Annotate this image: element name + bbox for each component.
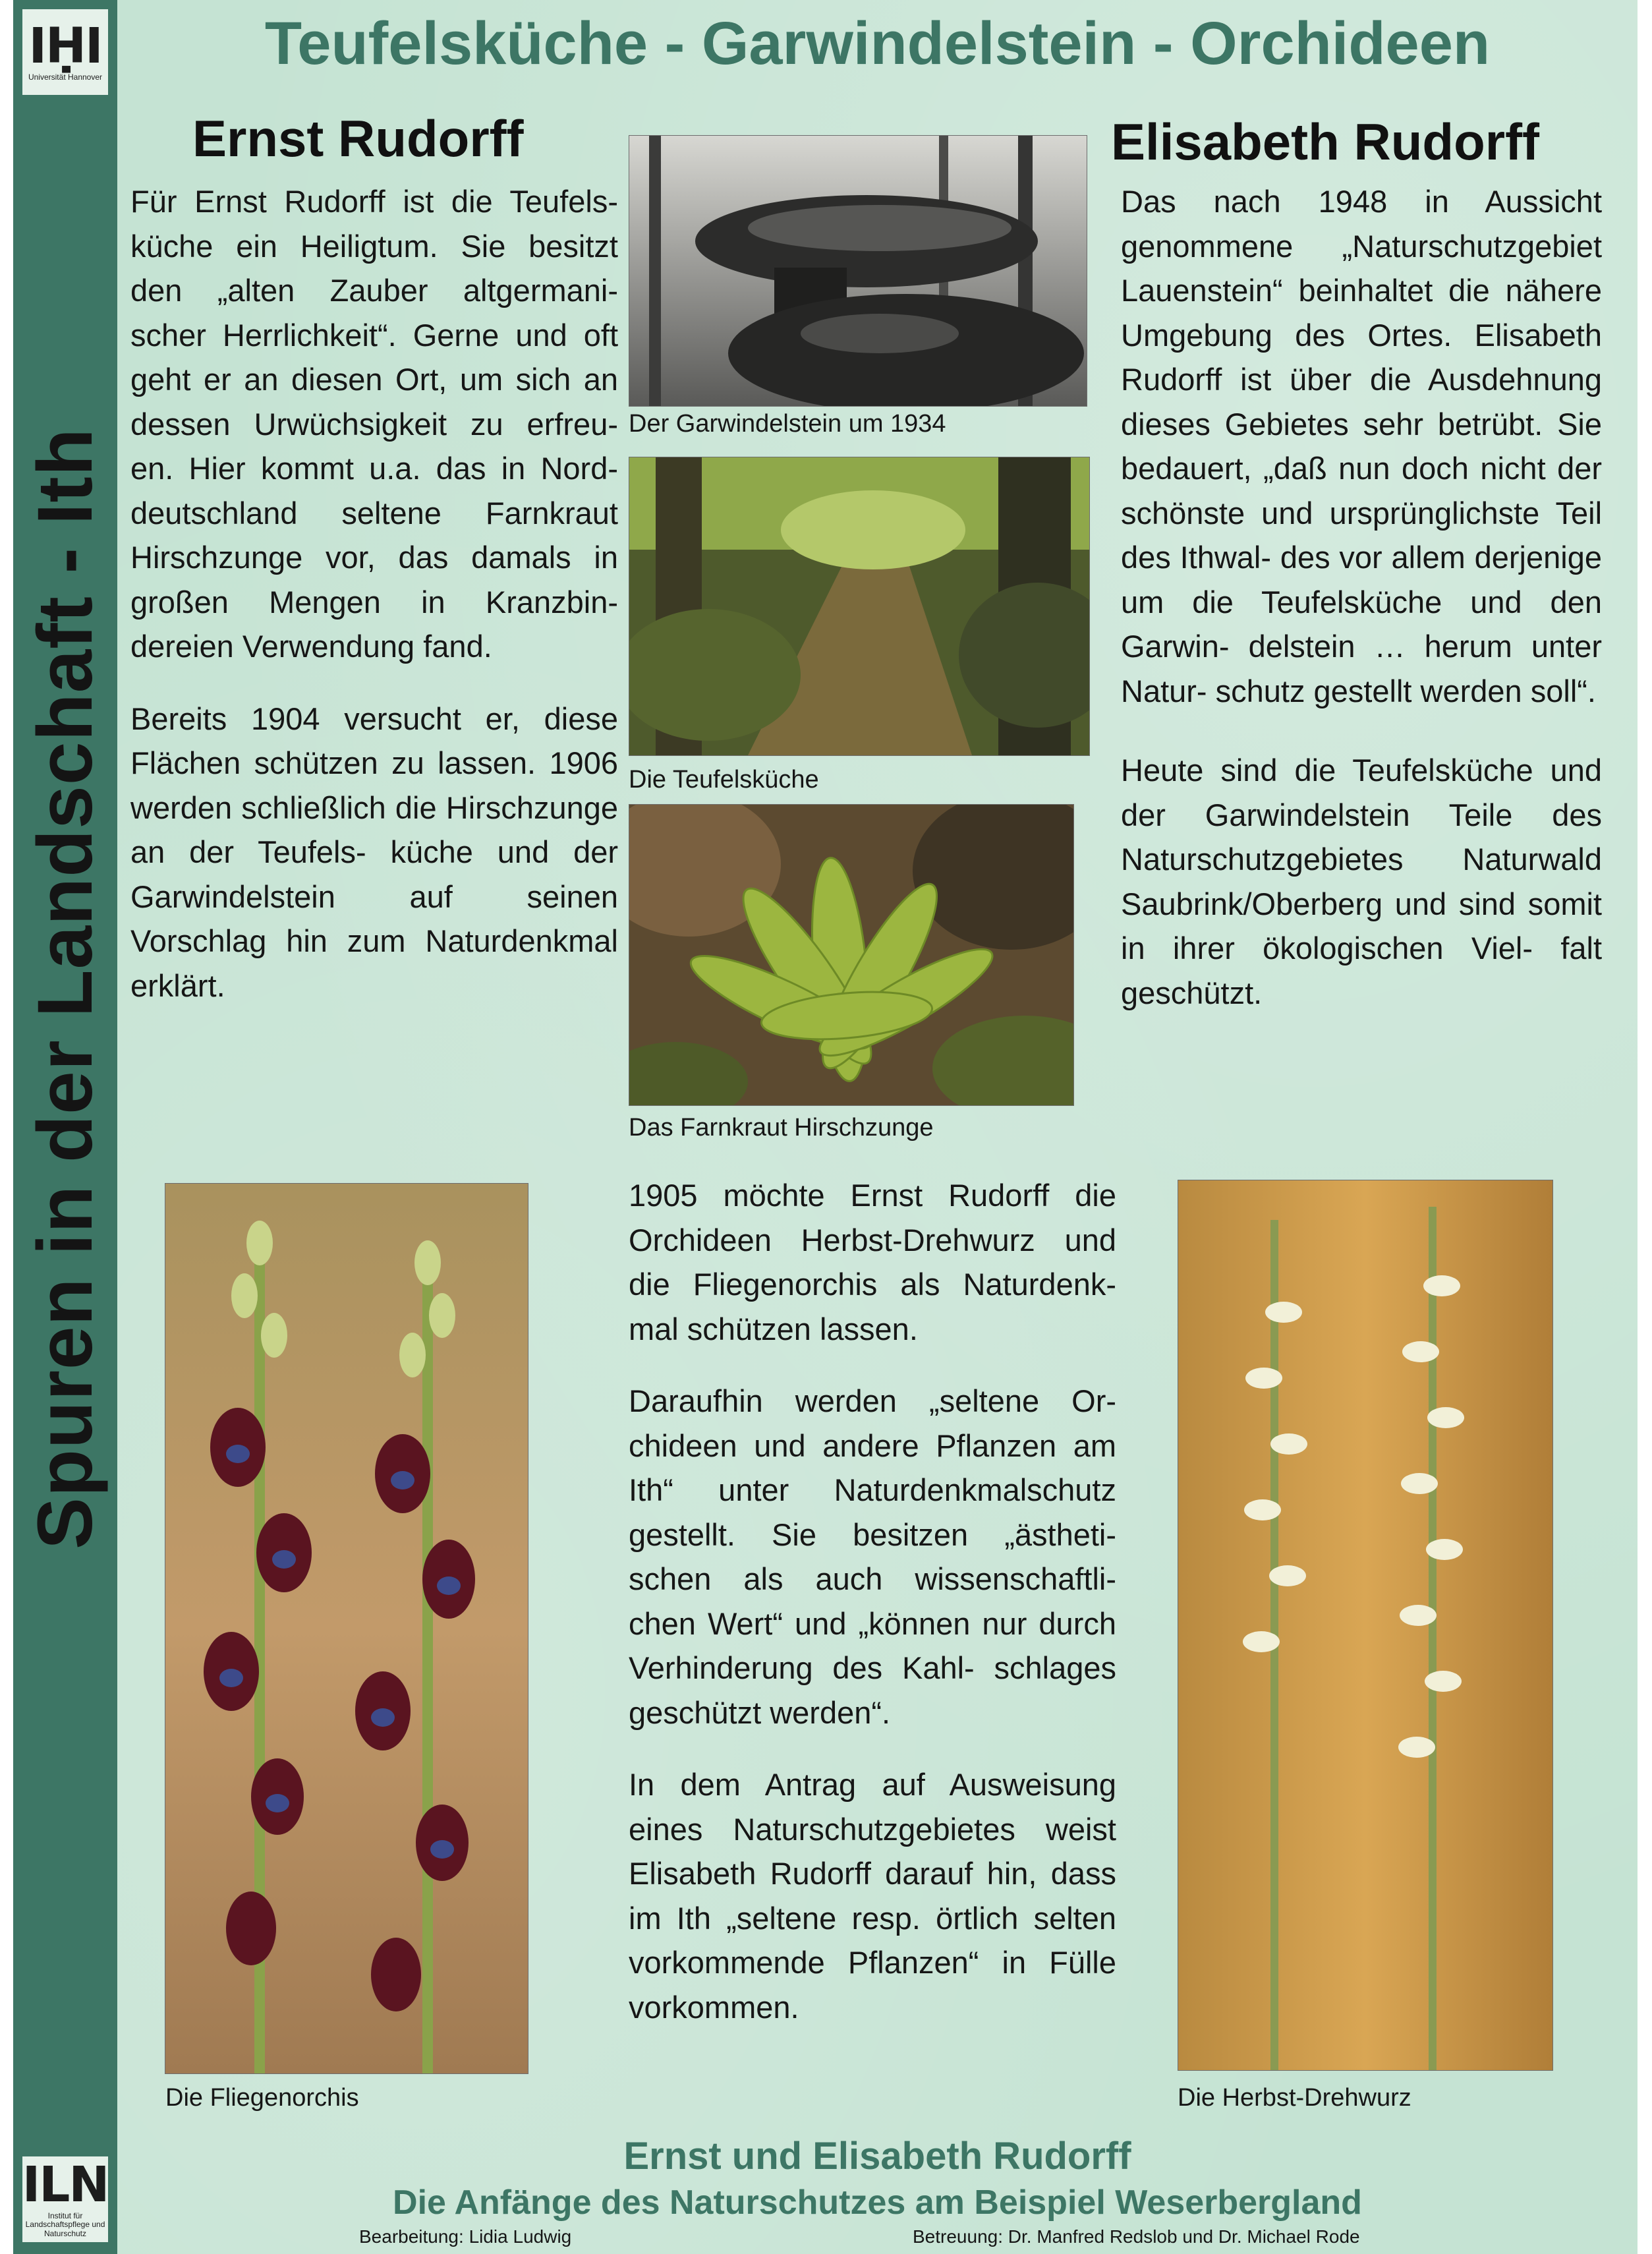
caption-hirschzunge: Das Farnkraut Hirschzunge: [629, 1114, 934, 1141]
caption-herbst-drehwurz: Die Herbst-Drehwurz: [1178, 2084, 1411, 2112]
middle-paragraph-1: 1905 möchte Ernst Rudorff die Orchideen Herbst-Drehwurz und die Fliegenorchis als Naturdenk- mal schützen lassen.: [629, 1178, 1116, 1346]
orchideen-text: [629, 1173, 1116, 2029]
elisabeth-rudorff-text: [1121, 179, 1602, 1015]
elisabeth-paragraph-2: Heute sind die Teufelsküche und der Garwindelstein Teile des Naturschutzgebietes Naturwald Saubrink/Oberberg und sind somit in ihrer ökologischen Viel- falt geschützt.: [1121, 753, 1603, 1010]
heading-ernst-rudorff: Ernst Rudorff: [192, 109, 524, 167]
photo-herbst-drehwurz: [1178, 1180, 1553, 2071]
heading-elisabeth-rudorff: Elisabeth Rudorff: [1111, 113, 1540, 171]
university-logo-mark: IḤI: [28, 18, 102, 75]
ernst-paragraph-1: Für Ernst Rudorff ist die Teufels- küche ein Heiligtum. Sie besitzt den „alten Zauber altgermani- scher Herrlichkeit“. Gerne und oft geht er an diesen Ort, um sich an dessen Urwüchsigkeit zu erfreu- en. Hier kommt u.a. das in Nord- deutschland seltene Farnkraut Hirschzunge vor, das damals in großen Mengen in Kranzbin- dereien Verwendung fand.: [130, 184, 618, 664]
poster: [13, 0, 1638, 2254]
photo-garwindelstein: [629, 135, 1087, 407]
ernst-paragraph-2: Bereits 1904 versucht er, diese Flächen schützen zu lassen. 1906 werden schließlich die Hirschzunge an der Teufels- küche und der Garwindelstein auf seinen Vorschlag hin zum Naturdenkmal erklärt.: [130, 701, 618, 1003]
university-logo: [22, 9, 108, 95]
photo-hirschzunge: [629, 804, 1074, 1106]
credit-betreuung: Betreuung: Dr. Manfred Redslob und Dr. Michael Rode: [913, 2226, 1360, 2247]
institute-logo-mark: ILN: [22, 2156, 109, 2214]
caption-fliegenorchis: Die Fliegenorchis: [165, 2084, 359, 2112]
credit-bearbeitung: Bearbeitung: Lidia Ludwig: [359, 2226, 572, 2247]
footer-subtitle: Die Anfänge des Naturschutzes am Beispiel Weserbergland: [393, 2183, 1362, 2222]
sidebar: [13, 0, 117, 2254]
caption-garwindelstein: Der Garwindelstein um 1934: [629, 410, 946, 438]
middle-paragraph-3: In dem Antrag auf Ausweisung eines Naturschutzgebietes weist Elisabeth Rudorff darauf hin, dass im Ith „seltene resp. örtlich selten vorkommende Pflanzen“ in Fülle vorkommen.: [629, 1767, 1117, 2025]
ernst-rudorff-text: [130, 179, 618, 1008]
poster-title: Teufelsküche - Garwindelstein - Orchideen: [264, 10, 1491, 77]
sidebar-title: Spuren in der Landschaft - Ith: [22, 428, 109, 1549]
elisabeth-paragraph-1: Das nach 1948 in Aussicht genommene „Naturschutzgebiet Lauenstein“ beinhaltet die nähere Umgebung des Ortes. Elisabeth Rudorff ist über die Ausdehnung dieses Gebietes sehr betrübt. Sie bedauert, „daß nun doch nicht der schönste und ursprünglichste Teil des Ithwal- des vor allem derjenige um die Teufelsküche und den Garwin- delstein … herum unter Natur- schutz gestellt werden soll“.: [1121, 184, 1603, 708]
photo-teufelskueche: [629, 457, 1090, 756]
university-logo-caption: Universität Hannover: [28, 72, 103, 82]
institute-logo-caption: Institut für Landschaftspflege und Naturschutz: [25, 2211, 105, 2238]
institute-logo: [22, 2156, 108, 2242]
footer-title: Ernst und Elisabeth Rudorff: [623, 2135, 1131, 2178]
photo-fliegenorchis: [165, 1183, 528, 2074]
middle-paragraph-2: Daraufhin werden „seltene Or- chideen und andere Pflanzen am Ith“ unter Naturdenkmalschutz gestellt. Sie besitzen „ästheti- schen als auch wissenschaftli- chen Wert“ und „können nur durch Verhinderung des Kahl- schlages geschützt werden“.: [629, 1383, 1116, 1730]
caption-teufelskueche: Die Teufelsküche: [629, 766, 819, 794]
